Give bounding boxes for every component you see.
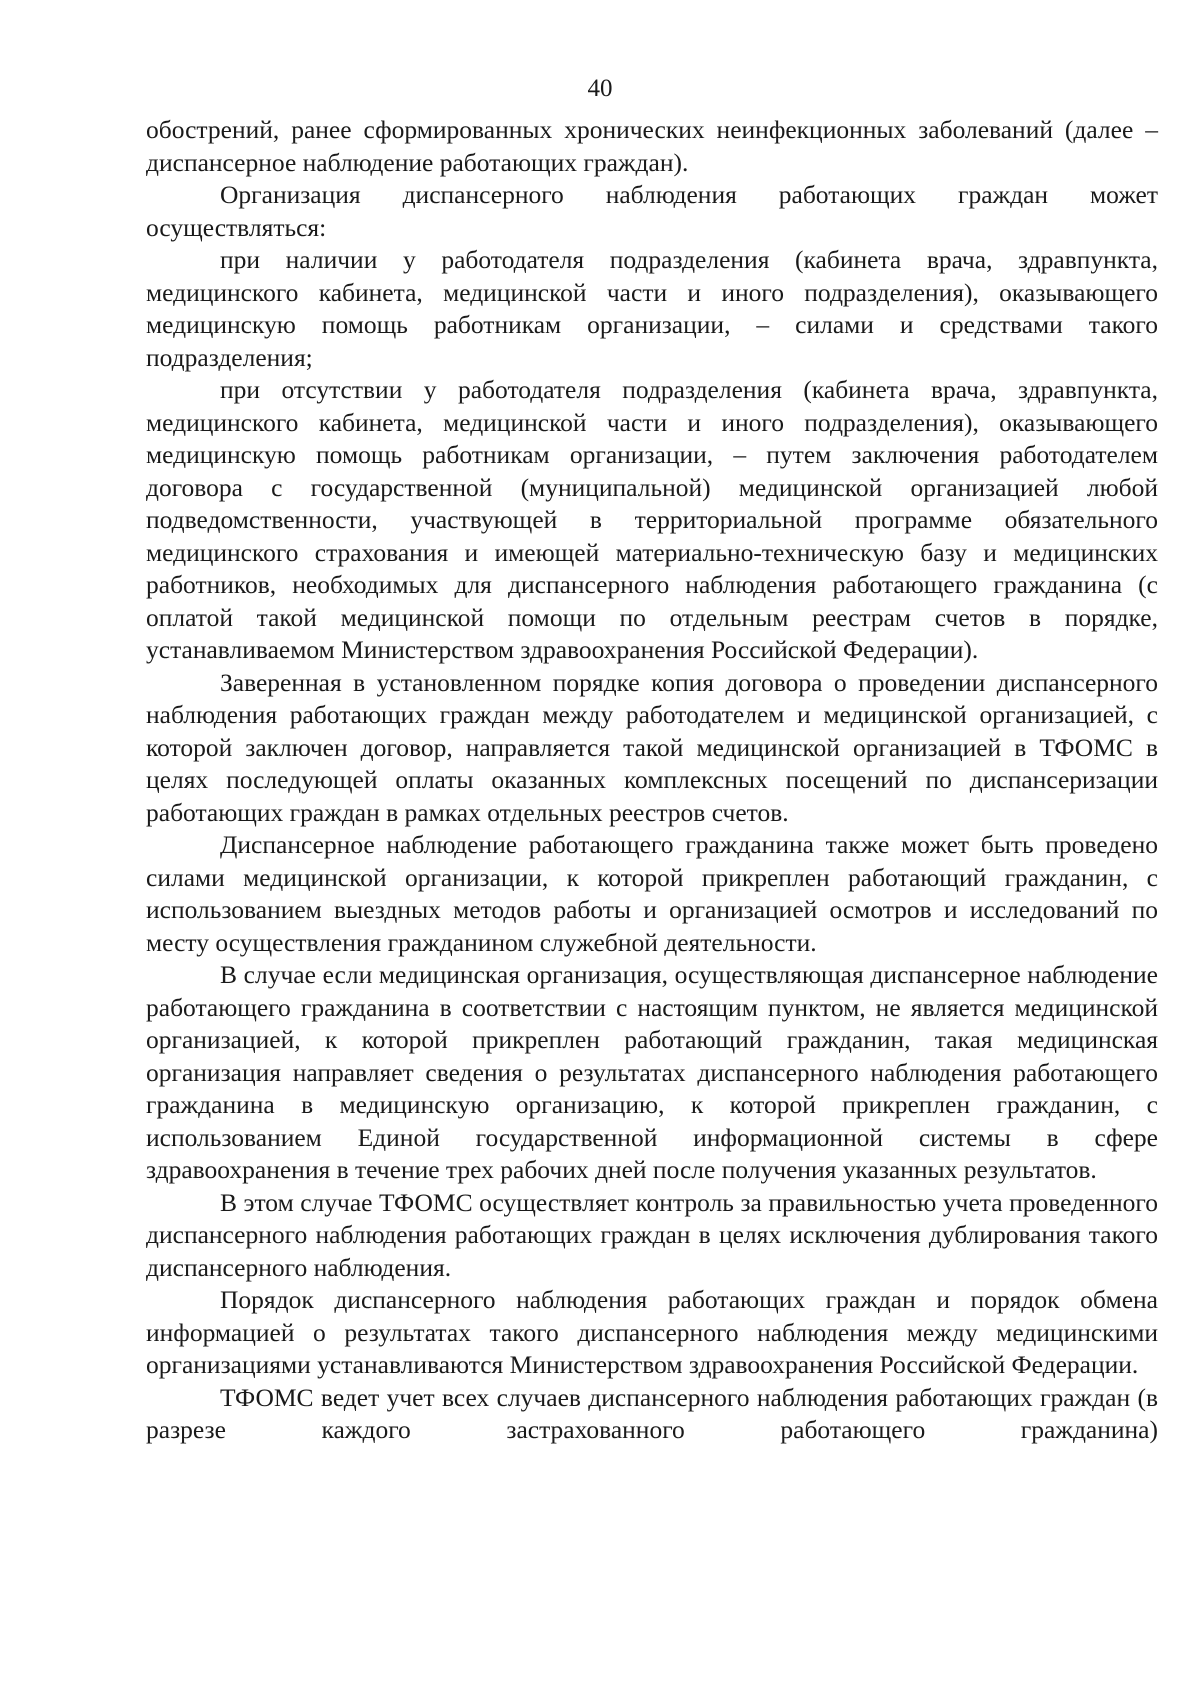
paragraph: Организация диспансерного наблюдения работающих граждан может осуществляться: xyxy=(146,180,1158,242)
page-number: 40 xyxy=(587,75,613,102)
paragraph: В этом случае ТФОМС осуществляет контроль за правильностью учета проведенного диспансерного наблюдения работающих граждан в целях исключения дублирования такого диспансерного наблюдения. xyxy=(146,1187,1158,1282)
paragraph: при отсутствии у работодателя подразделения (кабинета врача, здравпункта, медицинского кабинета, медицинской части и иного подразделения), оказывающего медицинскую помощь работникам организации, – путем заключения работодателем договора с государственной (муниципальной) медицинской организацией любой подведомственности, участвующей в территориальной программе обязательного медицинского страхования и имеющей материально-техническую базу и медицинских работников, необходимых для диспансерного наблюдения работающего гражданина (с оплатой такой медицинской помощи по отдельным реестрам счетов в порядке, устанавливаемом Министерством здравоохранения Российской Федерации). xyxy=(146,375,1158,664)
paragraph: В случае если медицинская организация, осуществляющая диспансерное наблюдение работающего гражданина в соответствии с настоящим пунктом, не является медицинской организацией, к которой прикреплен работающий гражданин, такая медицинская организация направляет сведения о результатах диспансерного наблюдения работающего гражданина в медицинскую организацию, к которой прикреплен гражданин, с использованием Единой государственной информационной системы в сфере здравоохранения в течение трех рабочих дней после получения указанных результатов. xyxy=(146,960,1158,1184)
paragraph: Порядок диспансерного наблюдения работающих граждан и порядок обмена информацией о результатах такого диспансерного наблюдения между медицинскими организациями устанавливаются Министерством здравоохранения Российской Федерации. xyxy=(146,1285,1158,1379)
document-body xyxy=(146,114,1158,1447)
paragraph: Диспансерное наблюдение работающего гражданина также может быть проведено силами медицинской организации, к которой прикреплен работающий гражданин, с использованием выездных методов работы и организацией осмотров и исследований по месту осуществления гражданином служебной деятельности. xyxy=(146,830,1158,957)
paragraph: при наличии у работодателя подразделения (кабинета врача, здравпункта, медицинского кабинета, медицинской части и иного подразделения), оказывающего медицинскую помощь работникам организации, – силами и средствами такого подразделения; xyxy=(146,245,1158,372)
paragraph-continuation: обострений, ранее сформированных хронических неинфекционных заболеваний (далее – диспансерное наблюдение работающих граждан). xyxy=(146,115,1158,177)
paragraph-truncated: ТФОМС ведет учет всех случаев диспансерного наблюдения работающих граждан (в разрезе каждого застрахованного работающего гражданина) xyxy=(146,1382,1158,1444)
paragraph: Заверенная в установленном порядке копия договора о проведении диспансерного наблюдения работающих граждан между работодателем и медицинской организацией, с которой заключен договор, направляется такой медицинской организацией в ТФОМС в целях последующей оплаты оказанных комплексных посещений по диспансеризации работающих граждан в рамках отдельных реестров счетов. xyxy=(146,667,1158,827)
